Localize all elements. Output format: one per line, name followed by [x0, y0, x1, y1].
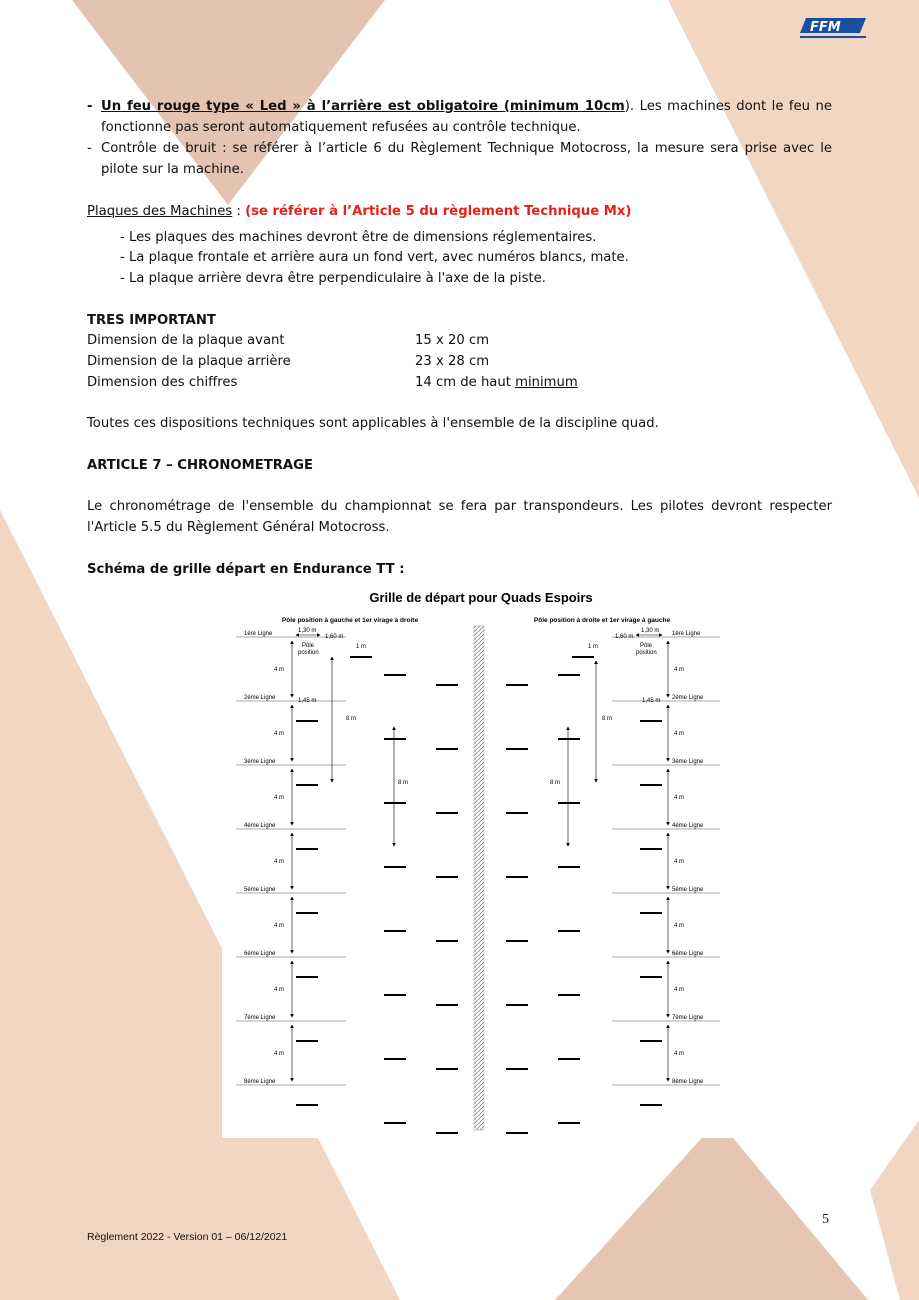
distance-8m-label: 8 m — [602, 716, 613, 722]
grid-line-label-left: 4ème Ligne — [244, 823, 276, 829]
starting-grid-diagram — [222, 584, 740, 1138]
bullet-led — [87, 97, 832, 138]
dimension-160-label: 1,60 m — [325, 634, 344, 640]
pole-label-right: Pôle — [640, 643, 653, 649]
grid-line-label-left: 1ère Ligne — [244, 631, 273, 637]
footer-version: Règlement 2022 - Version 01 – 06/12/2021 — [87, 1231, 288, 1243]
spacing-label-right: 4 m — [674, 667, 685, 673]
distance-8m-label: 8 m — [346, 716, 357, 722]
important-title: TRES IMPORTANT — [87, 313, 216, 328]
spacing-label-left: 4 m — [273, 667, 284, 673]
page-number: 5 — [822, 1212, 829, 1227]
grid-line-label-right: 1ère Ligne — [672, 631, 701, 637]
position-label-right: position — [636, 650, 657, 656]
spec-label: Dimension des chiffres — [87, 375, 238, 390]
dispositions-text: Toutes ces dispositions techniques sont applicables à l'ensemble de la discipline quad. — [87, 416, 659, 431]
ffm-logo — [800, 16, 870, 46]
bullet-dash: - — [87, 99, 93, 114]
grid-line-label-left: 7ème Ligne — [244, 1015, 276, 1021]
dimension-1m-right: 1 m — [588, 644, 599, 650]
plaques-item: - La plaque arrière devra être perpendiculaire à l'axe de la piste. — [120, 271, 546, 286]
grid-line-label-left: 3ème Ligne — [244, 759, 276, 765]
spec-label: Dimension de la plaque arrière — [87, 354, 291, 369]
spacing-label-right: 4 m — [674, 795, 685, 801]
bullet-noise — [87, 139, 832, 180]
led-requirement-rest: ). Les machines dont le feu ne fonctionne pas seront automatiquement refusées au contrôle technique. — [101, 99, 832, 135]
spacing-label-right: 4 m — [674, 987, 685, 993]
schema-title: Schéma de grille départ en Endurance TT : — [87, 562, 405, 577]
plaques-heading: Plaques des Machines : (se référer à l’Article 5 du règlement Technique Mx) — [87, 204, 632, 219]
spacing-label-left: 4 m — [273, 731, 284, 737]
minimum-underlined: minimum — [515, 375, 578, 390]
grid-line-label-right: 2ème Ligne — [672, 695, 704, 701]
grid-line-label-right: 4ème Ligne — [672, 823, 704, 829]
grid-line-label-right: 8ème Ligne — [672, 1079, 704, 1085]
dimension-130-label: 1,30 m — [298, 628, 317, 634]
grid-left-heading: Pôle position à gauche et 1er virage à droite — [281, 617, 419, 624]
grid-title: Grille de départ pour Quads Espoirs — [369, 590, 593, 605]
grid-line-label-right: 3ème Ligne — [672, 759, 704, 765]
spacing-label-left: 4 m — [273, 923, 284, 929]
dimension-145-left: 1,45 m — [298, 698, 317, 704]
grid-line-label-right: 5ème Ligne — [672, 887, 704, 893]
spec-label: Dimension de la plaque avant — [87, 333, 285, 348]
dimension-160-label: 1,60 m — [615, 634, 634, 640]
led-requirement: Un feu rouge type « Led » à l’arrière est obligatoire (minimum 10cm — [101, 99, 625, 114]
spacing-label-right: 4 m — [674, 1051, 685, 1057]
spacing-label-right: 4 m — [674, 859, 685, 865]
dimension-130-label: 1,30 m — [641, 628, 660, 634]
bullet-dash: - — [87, 141, 92, 156]
track-center-barrier — [474, 626, 484, 1130]
spacing-label-right: 4 m — [674, 731, 685, 737]
dimension-145-right: 1,45 m — [642, 698, 661, 704]
spec-value: 23 x 28 cm — [415, 354, 490, 369]
distance-8m-label: 8 m — [550, 780, 561, 786]
spacing-label-left: 4 m — [273, 859, 284, 865]
plaques-label: Plaques des Machines — [87, 204, 233, 219]
spacing-label-left: 4 m — [273, 1051, 284, 1057]
position-label-left: position — [298, 650, 319, 656]
grid-line-label-right: 7ème Ligne — [672, 1015, 704, 1021]
starting-grid-figure — [222, 584, 740, 1138]
article-7-title: ARTICLE 7 – CHRONOMETRAGE — [87, 458, 313, 473]
logo-text: FFM — [810, 20, 841, 35]
grid-line-label-left: 2ème Ligne — [244, 695, 276, 701]
spacing-label-right: 4 m — [674, 923, 685, 929]
pole-label-left: Pôle — [302, 643, 315, 649]
grid-line-label-left: 8ème Ligne — [244, 1079, 276, 1085]
spacing-label-left: 4 m — [273, 987, 284, 993]
plaques-reference: (se référer à l’Article 5 du règlement Technique Mx) — [245, 204, 632, 219]
dimension-1m-left: 1 m — [356, 644, 367, 650]
plaques-item: - Les plaques des machines devront être de dimensions réglementaires. — [120, 230, 597, 245]
distance-8m-label: 8 m — [398, 780, 409, 786]
spacing-label-left: 4 m — [273, 795, 284, 801]
noise-control-text: Contrôle de bruit : se référer à l’article 6 du Règlement Technique Motocross, la mesure sera prise avec le pilote sur la machine. — [101, 141, 832, 177]
grid-line-label-left: 6ème Ligne — [244, 951, 276, 957]
spec-value: 14 cm de haut minimum — [415, 375, 578, 390]
grid-line-label-right: 6ème Ligne — [672, 951, 704, 957]
spec-value: 15 x 20 cm — [415, 333, 490, 348]
article-7-text: Le chronométrage de l'ensemble du championnat se fera par transpondeurs. Les pilotes devront respecter l'Article 5.5 du Règlement Général Motocross. — [87, 499, 832, 535]
grid-right-heading: Pôle position à droite et 1er virage à gauche — [533, 617, 671, 624]
plaques-item: - La plaque frontale et arrière aura un fond vert, avec numéros blancs, mate. — [120, 250, 629, 265]
grid-line-label-left: 5ème Ligne — [244, 887, 276, 893]
